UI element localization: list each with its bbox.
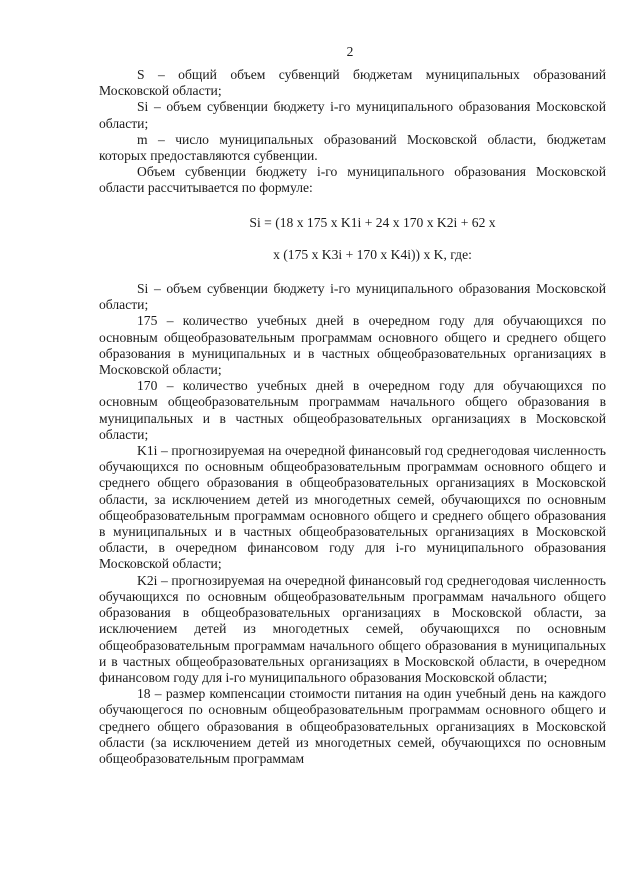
document-body: [99, 67, 606, 767]
paragraph-k1i-definition: K1i – прогнозируемая на очередной финансовый год среднегодовая численность обучающихся по основным общеобразовательным программам основного общего и среднего общего образования в общеобразовательных организациях в Московской области, за исключением детей из многодетных семей, обучающихся по основным общеобразовательным программам основного общего и среднего общего образования в муниципальных и в частных общеобразовательных организациях в Московской области, в очередном финансовом году для i-го муниципального образования Московской области;: [99, 443, 606, 572]
formula-line-2: x (175 x K3i + 170 x K4i)) x K, где:: [273, 246, 472, 262]
paragraph-si-definition: Si – объем субвенции бюджету i-го муниципального образования Московской области;: [99, 99, 606, 131]
paragraph-170-days: 170 – количество учебных дней в очередном году для обучающихся по основным общеобразовательным программам начального общего образования в муниципальных и в частных общеобразовательных организациях в Московской области;: [99, 378, 606, 442]
paragraph-formula-intro: Объем субвенции бюджету i-го муниципального образования Московской области рассчитывается по формуле:: [99, 164, 606, 196]
paragraph-k2i-definition: K2i – прогнозируемая на очередной финансовый год среднегодовая численность обучающихся по основным общеобразовательным программам начального общего образования в общеобразовательных организациях в Московской области, за исключением детей из многодетных семей, обучающихся по основным общеобразовательным программам начального общего образования в муниципальных и в частных общеобразовательных организациях в Московской области, в очередном финансовом году для i-го муниципального образования Московской области;: [99, 572, 606, 685]
paragraph-s-definition: S – общий объем субвенций бюджетам муниципальных образований Московской области;: [99, 67, 606, 99]
page-number: 2: [346, 44, 354, 59]
paragraph-si-definition-repeat: Si – объем субвенции бюджету i-го муниципального образования Московской области;: [99, 281, 606, 313]
paragraph-m-definition: m – число муниципальных образований Московской области, бюджетам которых предоставляются субвенции.: [99, 131, 606, 164]
formula-line-1: Si = (18 x 175 x K1i + 24 x 170 x K2i + 62 x: [249, 214, 496, 230]
paragraph-175-days: 175 – количество учебных дней в очередном году для обучающихся по основным общеобразовательным программам основного общего и среднего общего образования в муниципальных и в частных общеобразовательных организациях в Московской области;: [99, 313, 606, 378]
paragraph-18-compensation: 18 – размер компенсации стоимости питания на один учебный день на каждого обучающегося по основным общеобразовательным программам основного общего и среднего общего образования в общеобразовательных организациях в Московской области (за исключением детей из многодетных семей, обучающихся по основным общеобразовательным программам: [99, 686, 606, 766]
